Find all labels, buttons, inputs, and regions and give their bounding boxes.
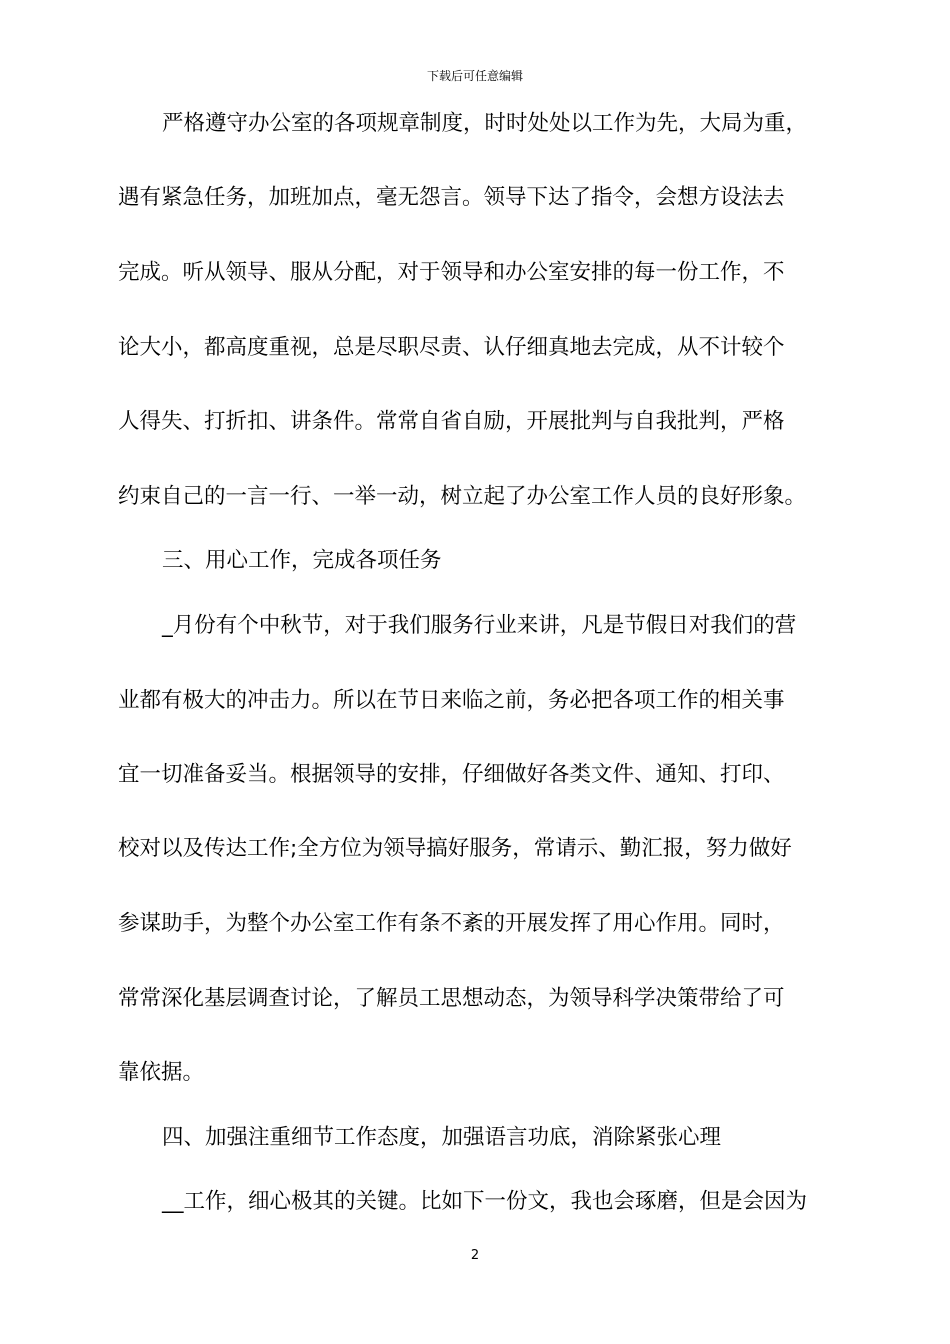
- page-number: 2: [470, 1248, 480, 1263]
- paragraph-line: 宜一切准备妥当。根据领导的安排，仔细做好各类文件、通知、打印、: [118, 762, 785, 787]
- paragraph-line: 人得失、打折扣、讲条件。常常自省自励，开展批判与自我批判，严格: [118, 409, 785, 434]
- paragraph-line: _月份有个中秋节，对于我们服务行业来讲，凡是节假日对我们的营: [162, 613, 797, 638]
- paragraph-line: 遇有紧急任务，加班加点，毫无怨言。领导下达了指令，会想方设法去: [118, 185, 785, 210]
- paragraph-line: 论大小，都高度重视，总是尽职尽责、认仔细真地去完成，从不计较个: [118, 335, 785, 360]
- section-heading: 四、加强注重细节工作态度，加强语言功底，消除紧张心理: [162, 1125, 722, 1150]
- paragraph-line: 校对以及传达工作;全方位为领导搞好服务，常请示、勤汇报，努力做好: [118, 836, 792, 861]
- page-header: 下载后可任意编辑: [426, 69, 523, 83]
- section-heading: 三、用心工作，完成各项任务: [162, 548, 442, 573]
- paragraph-line: 常常深化基层调查讨论，了解员工思想动态，为领导科学决策带给了可: [118, 986, 785, 1011]
- paragraph-line: __工作，细心极其的关键。比如下一份文，我也会琢磨，但是会因为: [162, 1189, 808, 1214]
- paragraph-line: 完成。听从领导、服从分配，对于领导和办公室安排的每一份工作，不: [118, 260, 785, 285]
- paragraph-line: 严格遵守办公室的各项规章制度，时时处处以工作为先，大局为重，: [162, 111, 808, 136]
- paragraph-line: 参谋助手，为整个办公室工作有条不紊的开展发挥了用心作用。同时，: [118, 911, 785, 936]
- paragraph-line: 靠依据。: [118, 1060, 205, 1085]
- paragraph-line: 约束自己的一言一行、一举一动，树立起了办公室工作人员的良好形象。: [118, 484, 807, 509]
- paragraph-line: 业都有极大的冲击力。所以在节日来临之前，务必把各项工作的相关事: [118, 688, 785, 713]
